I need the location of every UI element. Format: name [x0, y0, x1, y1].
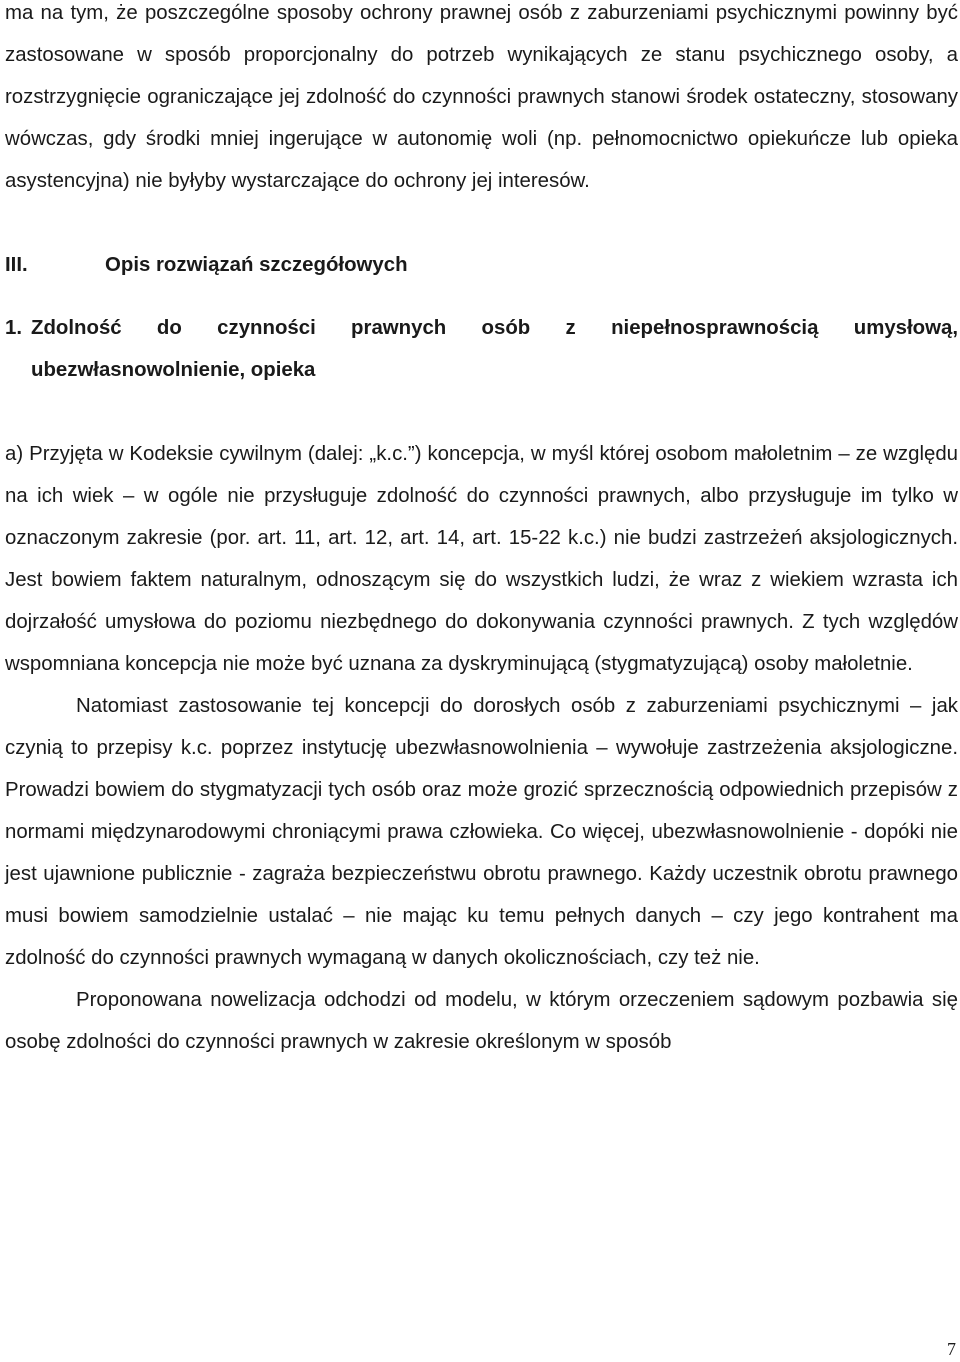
subsection-heading: [5, 307, 958, 391]
document-page: [5, 0, 958, 1063]
section-number: III.: [5, 254, 28, 276]
intro-paragraph: ma na tym, że poszczególne sposoby ochrony prawnej osób z zaburzeniami psychicznymi powinny być zastosowane w sposób proporcjonalny do potrzeb wynikających ze stanu psychicznego osoby, a rozstrzygnięcie ograniczające jej zdolność do czynności prawnych stanowi środek ostateczny, stosowany wówczas, gdy środki mniej ingerujące w autonomię woli (np. pełnomocnictwo opiekuńcze lub opieka asystencyjna) nie byłyby wystarczające do ochrony jej interesów.: [5, 2, 958, 192]
paragraph-natomiast: Natomiast zastosowanie tej koncepcji do dorosłych osób z zaburzeniami psychicznymi – jak czynią to przepisy k.c. poprzez instytucję ubezwłasnowolnienia – wywołuje zastrzeżenia aksjologiczne. Prowadzi bowiem do stygmatyzacji tych osób oraz może grozić sprzecznością odpowiednich przepisów z normami międzynarodowymi chroniącymi prawa człowieka. Co więcej, ubezwłasnowolnienie - dopóki nie jest ujawnione publicznie - zagraża bezpieczeństwu obrotu prawnego. Każdy uczestnik obrotu prawnego musi bowiem samodzielnie ustalać – nie mając ku temu pełnych danych – czy jego kontrahent ma zdolność do czynności prawnych wymaganą w danych okolicznościach, czy też nie.: [5, 695, 958, 969]
section-title: Opis rozwiązań szczegółowych: [105, 254, 408, 276]
page-number: 7: [947, 1339, 956, 1359]
subsection-number: 1.: [5, 317, 23, 339]
paragraph-proponowana: Proponowana nowelizacja odchodzi od modelu, w którym orzeczeniem sądowym pozbawia się osobę zdolności do czynności prawnych w zakresie określonym w sposób: [5, 989, 958, 1053]
paragraph-a: a) Przyjęta w Kodeksie cywilnym (dalej: „k.c.”) koncepcja, w myśl której osobom małoletnim – ze względu na ich wiek – w ogóle nie przysługuje zdolność do czynności prawnych, albo przysługuje im tylko w oznaczonym zakresie (por. art. 11, art. 12, art. 14, art. 15-22 k.c.) nie budzi zastrzeżeń aksjologicznych. Jest bowiem faktem naturalnym, odnoszącym się do wszystkich ludzi, że wraz z wiekiem wzrasta ich dojrzałość umysłowa do poziomu niezbędnego do dokonywania czynności prawnych. Z tych względów wspomniana koncepcja nie może być uznana za dyskryminującą (stygmatyzującą) osoby małoletnie.: [5, 443, 958, 675]
section-heading: [5, 244, 958, 286]
subsection-title: Zdolność do czynności prawnych osób z niepełnosprawnością umysłową, ubezwłasnowolnienie, opieka: [31, 317, 958, 381]
